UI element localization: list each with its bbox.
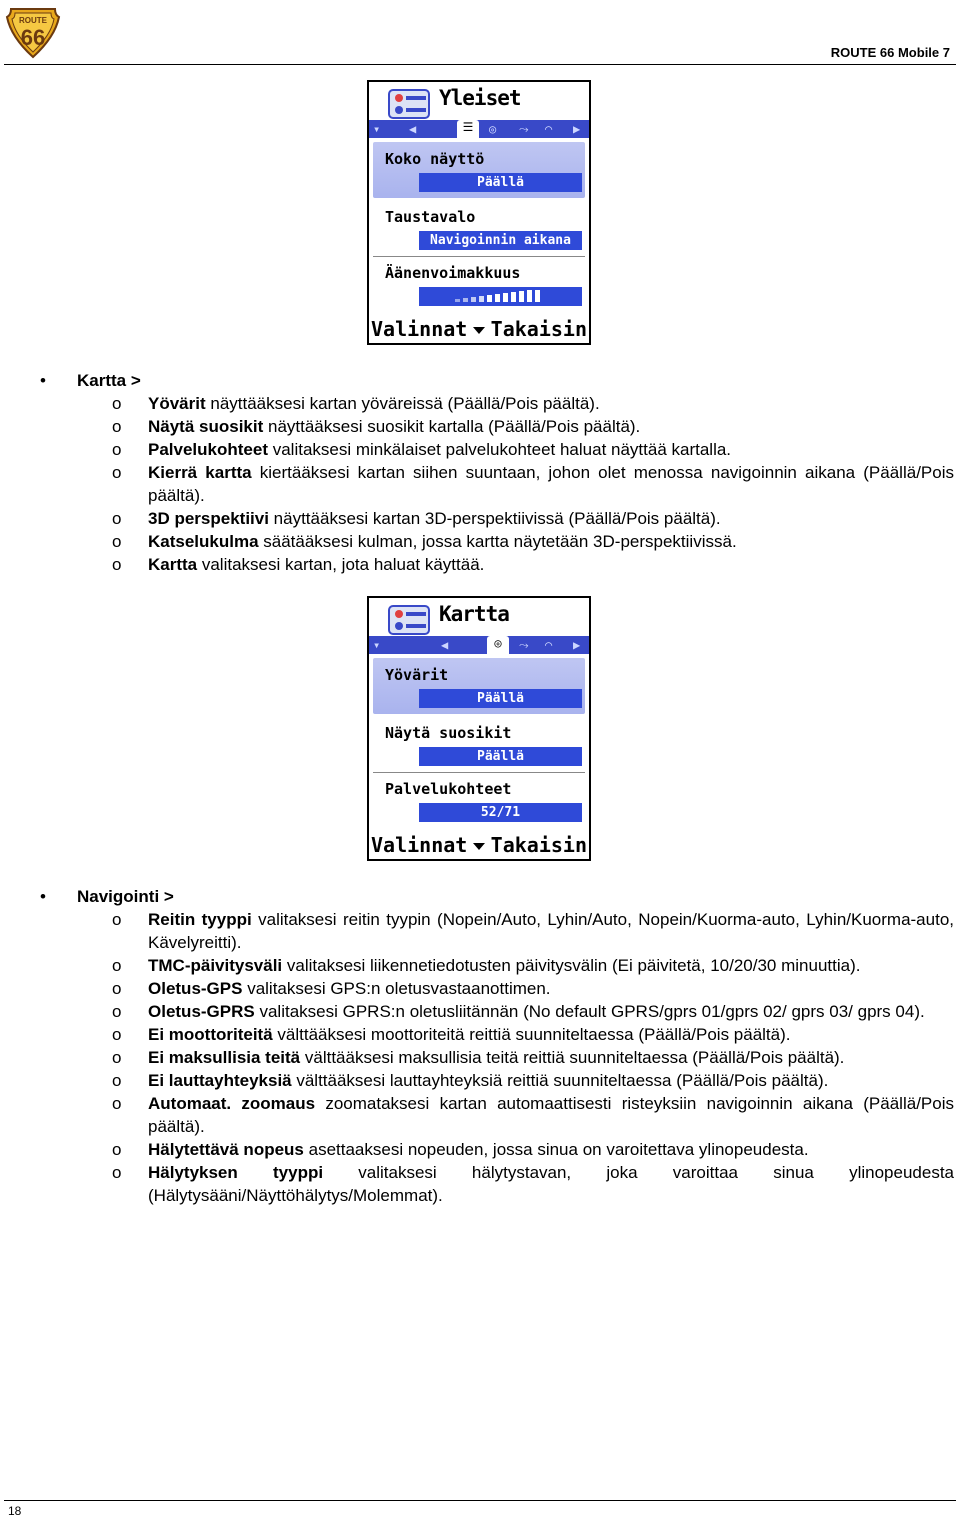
list-item: o Hälytettävä nopeus asettaaksesi nopeuden, jossa sinua on varoitettava ylinopeudesta.: [112, 1140, 809, 1159]
list-item: o Yövärit näyttääksesi kartan yöväreissä (Päällä/Pois päältä).: [112, 394, 600, 413]
list-item: o Automaat. zoomaus zoomataksesi kartan automaattisesti risteyksiin navigoinnin aikana (Päällä/Pois päältä).: [112, 1094, 954, 1136]
bullet-marker: •: [40, 371, 46, 390]
tab-route-icon[interactable]: ⤳: [519, 638, 529, 652]
tab-bar: [369, 120, 589, 138]
list-item: o Ei maksullisia teitä välttääksesi maksullisia teitä reittiä suunniteltaessa (Päällä/Pois päältä).: [112, 1048, 845, 1067]
settings-list: [369, 138, 589, 314]
list-item[interactable]: [373, 772, 585, 828]
back-softkey[interactable]: Takaisin: [490, 317, 587, 341]
page-number: 18: [8, 1504, 22, 1518]
tab-left-arrow-icon[interactable]: ◀: [409, 122, 417, 136]
screen-title: Yleiset: [439, 86, 521, 110]
screen-title: Kartta: [439, 602, 509, 626]
tab-globe-icon[interactable]: ◎: [489, 122, 497, 136]
bullet-marker: •: [40, 887, 46, 906]
list-item: o Kierrä kartta kiertääksesi kartan siihen suuntaan, johon olet menossa navigoinnin aikana (Päällä/Pois päältä).: [112, 463, 954, 505]
settings-icon: [387, 88, 433, 120]
list-item[interactable]: [373, 658, 585, 714]
item-label: Taustavalo: [385, 208, 476, 226]
back-softkey[interactable]: Takaisin: [490, 833, 587, 857]
item-label: Äänenvoimakkuus: [385, 264, 521, 282]
list-item[interactable]: [373, 142, 585, 198]
list-item[interactable]: [373, 200, 585, 257]
list-item: o Hälytyksen tyyppi valitaksesi hälytystavan, joka varoittaa sinua ylinopeudesta (Hälytysääni/Näyttöhälytys/Molemmat).: [112, 1163, 954, 1205]
tab-bar: [369, 636, 589, 654]
screen-header: [369, 598, 589, 636]
list-item: o Oletus-GPRS valitaksesi GPRS:n oletusliitännän (No default GPRS/gprs 01/gprs 02/ gprs 03/ gprs 04).: [112, 1002, 925, 1021]
route66-logo: [5, 3, 61, 59]
header-divider: [4, 64, 956, 65]
item-label: Koko näyttö: [385, 150, 485, 168]
list-item[interactable]: [373, 716, 585, 773]
map-section: [0, 369, 960, 576]
options-softkey[interactable]: Valinnat: [371, 317, 468, 341]
screen-header: [369, 82, 589, 120]
section-heading: Navigointi >: [77, 887, 174, 906]
list-item: o Kartta valitaksesi kartan, jota haluat käyttää.: [112, 555, 485, 574]
tab-gauge-icon[interactable]: ◠: [545, 638, 553, 652]
tab-gauge-icon[interactable]: ◠: [545, 122, 553, 136]
tab-list-icon[interactable]: ☰: [457, 120, 479, 138]
list-item: o 3D perspektiivi näyttääksesi kartan 3D-perspektiivissä (Päällä/Pois päältä).: [112, 509, 721, 528]
softkey-bar: [369, 315, 589, 343]
softkey-bar: [369, 831, 589, 859]
tab-left-arrow-icon[interactable]: ◀: [441, 638, 449, 652]
item-value: Päällä: [419, 689, 582, 708]
phone-screen-general: [367, 80, 591, 345]
volume-bars-icon: [419, 287, 582, 306]
scroll-down-icon: [473, 843, 485, 850]
list-item[interactable]: [373, 256, 585, 312]
options-softkey[interactable]: Valinnat: [371, 833, 468, 857]
settings-icon: [387, 604, 433, 636]
antenna-icon: ▾: [373, 638, 381, 652]
list-item: o Katselukulma säätääksesi kulman, jossa kartta näytetään 3D-perspektiivissä.: [112, 532, 737, 551]
tab-route-icon[interactable]: ⤳: [519, 122, 529, 136]
volume-slider[interactable]: [419, 287, 582, 306]
section-heading: Kartta >: [77, 371, 141, 390]
item-label: Palvelukohteet: [385, 780, 512, 798]
svg-text:66: 66: [20, 25, 46, 50]
list-item: o Ei lauttayhteyksiä välttääksesi lauttayhteyksiä reittiä suunniteltaessa (Päällä/Pois päältä).: [112, 1071, 829, 1090]
list-item: o Näytä suosikit näyttääksesi suosikit kartalla (Päällä/Pois päältä).: [112, 417, 641, 436]
item-value: Päällä: [419, 173, 582, 192]
tab-right-arrow-icon[interactable]: ▶: [573, 122, 581, 136]
list-item: o Ei moottoriteitä välttääksesi moottoriteitä reittiä suunniteltaessa (Päällä/Pois päältä).: [112, 1025, 791, 1044]
list-item: o Reitin tyyppi valitaksesi reitin tyypin (Nopein/Auto, Lyhin/Auto, Nopein/Kuorma-auto, Lyhin/Kuorma-auto, Kävelyreitti).: [112, 910, 954, 952]
list-item: o TMC-päivitysväli valitaksesi liikennetiedotusten päivitysvälin (Ei päivitetä, 10/20/30 minuuttia).: [112, 956, 861, 975]
settings-list: [369, 654, 589, 830]
item-value: Päällä: [419, 747, 582, 766]
list-item: o Palvelukohteet valitaksesi minkälaiset palvelukohteet haluat näyttää kartalla.: [112, 440, 732, 459]
tab-globe-icon[interactable]: ◎: [487, 636, 509, 654]
item-value: 52/71: [419, 803, 582, 822]
document-title: ROUTE 66 Mobile 7: [830, 45, 950, 60]
footer-divider: [4, 1500, 956, 1501]
item-value: Navigoinnin aikana: [419, 231, 582, 250]
svg-text:ROUTE: ROUTE: [19, 16, 47, 25]
navigation-section: [0, 885, 960, 1207]
scroll-down-icon: [473, 327, 485, 334]
tab-right-arrow-icon[interactable]: ▶: [573, 638, 581, 652]
antenna-icon: ▾: [373, 122, 381, 136]
phone-screen-map: [367, 596, 591, 861]
item-label: Yövärit: [385, 666, 449, 684]
list-item: o Oletus-GPS valitaksesi GPS:n oletusvastaanottimen.: [112, 979, 551, 998]
item-label: Näytä suosikit: [385, 724, 512, 742]
